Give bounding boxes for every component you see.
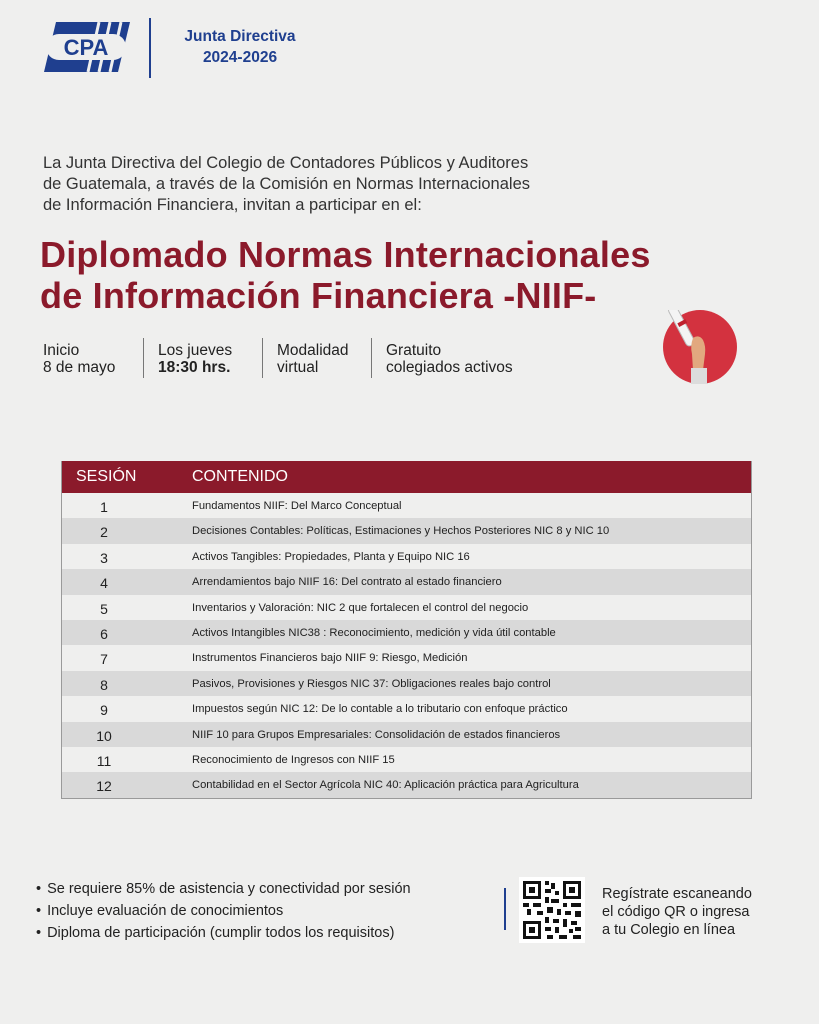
info-modalidad [277, 342, 349, 376]
session-number: 4 [100, 575, 108, 592]
table-row [62, 595, 751, 620]
session-number: 9 [100, 702, 108, 719]
header-sesion: SESIÓN [76, 468, 137, 485]
info-horario-time: 18:30 hrs. [158, 359, 231, 376]
junta-title [160, 26, 320, 68]
junta-title-line1: Junta Directiva [184, 28, 296, 45]
info-horario-day: Los jueves [158, 342, 233, 359]
title-line2: de Información Financiera -NIIF- [40, 275, 597, 316]
logo-text: CPA [63, 35, 109, 60]
requirement-item: • Diploma de participación (cumplir todos los requisitos) [36, 922, 411, 944]
requirement-item: • Se requiere 85% de asistencia y conectividad por sesión [36, 878, 411, 900]
table-row [62, 620, 751, 645]
info-modalidad-label: Modalidad [277, 342, 349, 359]
session-number: 6 [100, 625, 108, 642]
session-content: Arrendamientos bajo NIIF 16: Del contrato al estado financiero [192, 576, 502, 589]
session-number: 10 [96, 727, 112, 744]
info-inicio-date: 8 de mayo [43, 359, 116, 376]
session-content: Fundamentos NIIF: Del Marco Conceptual [192, 500, 402, 512]
sessions-table [61, 461, 752, 799]
session-number: 3 [100, 549, 108, 566]
table-row [62, 518, 751, 543]
table-row [62, 747, 751, 772]
table-row [62, 772, 751, 797]
session-content: Impuestos según NIC 12: De lo contable a lo tributario con enfoque práctico [192, 703, 568, 716]
session-number: 5 [100, 600, 108, 617]
info-costo [386, 342, 513, 376]
session-content: Contabilidad en el Sector Agrícola NIC 40: Aplicación práctica para Agricultura [192, 779, 579, 792]
register-line2: el código QR o ingresa [602, 904, 750, 920]
session-content: NIIF 10 para Grupos Empresariales: Consolidación de estados financieros [192, 728, 561, 741]
session-number: 7 [100, 651, 108, 668]
qr-code-icon[interactable] [519, 877, 585, 943]
table-row [62, 696, 751, 721]
session-number: 12 [96, 778, 112, 795]
info-costo-value: colegiados activos [386, 359, 513, 376]
requirements-list [36, 878, 411, 944]
intro-line3: de Información Financiera, invitan a participar en el: [43, 196, 422, 214]
cpa-logo [44, 22, 130, 72]
register-line3: a tu Colegio en línea [602, 922, 736, 938]
table-row [62, 645, 751, 670]
session-number: 11 [96, 752, 112, 769]
register-text [602, 885, 752, 939]
info-inicio [43, 342, 115, 376]
session-content: Inventarios y Valoración: NIC 2 que fortalecen el control del negocio [192, 601, 529, 614]
title-line1: Diplomado Normas Internacionales [40, 234, 651, 275]
info-modalidad-value: virtual [277, 359, 319, 376]
session-number: 2 [100, 524, 108, 541]
intro-line1: La Junta Directiva del Colegio de Contadores Públicos y Auditores [43, 154, 529, 172]
info-inicio-label: Inicio [43, 342, 80, 359]
footer-divider [504, 888, 506, 930]
table-row [62, 569, 751, 594]
table-row [62, 544, 751, 569]
diploma-hand-icon [663, 310, 737, 384]
info-costo-label: Gratuito [386, 342, 442, 359]
session-content: Activos Intangibles NIC38 : Reconocimiento, medición y vida útil contable [192, 626, 556, 639]
session-content: Instrumentos Financieros bajo NIIF 9: Riesgo, Medición [192, 652, 468, 665]
info-horario [158, 342, 232, 376]
table-row [62, 671, 751, 696]
diplomado-title [40, 234, 760, 316]
info-divider [143, 338, 144, 378]
session-content: Reconocimiento de Ingresos con NIIF 15 [192, 753, 395, 766]
session-content: Decisiones Contables: Políticas, Estimaciones y Hechos Posteriores NIC 8 y NIC 10 [192, 525, 610, 538]
table-row [62, 722, 751, 747]
requirement-item: • Incluye evaluación de conocimientos [36, 900, 411, 922]
session-content: Pasivos, Provisiones y Riesgos NIC 37: Obligaciones reales bajo control [192, 677, 551, 690]
session-number: 8 [100, 676, 108, 693]
table-header [62, 461, 751, 493]
intro-line2: de Guatemala, a través de la Comisión en Normas Internacionales [43, 175, 530, 193]
session-number: 1 [100, 499, 108, 515]
header-contenido: CONTENIDO [192, 468, 288, 485]
info-divider [371, 338, 372, 378]
table-row [62, 493, 751, 518]
info-divider [262, 338, 263, 378]
junta-title-years: 2024-2026 [202, 49, 278, 66]
intro-text [43, 153, 663, 216]
session-content: Activos Tangibles: Propiedades, Planta y Equipo NIC 16 [192, 550, 470, 563]
register-line1: Regístrate escaneando [602, 886, 752, 902]
header-divider [149, 18, 151, 78]
